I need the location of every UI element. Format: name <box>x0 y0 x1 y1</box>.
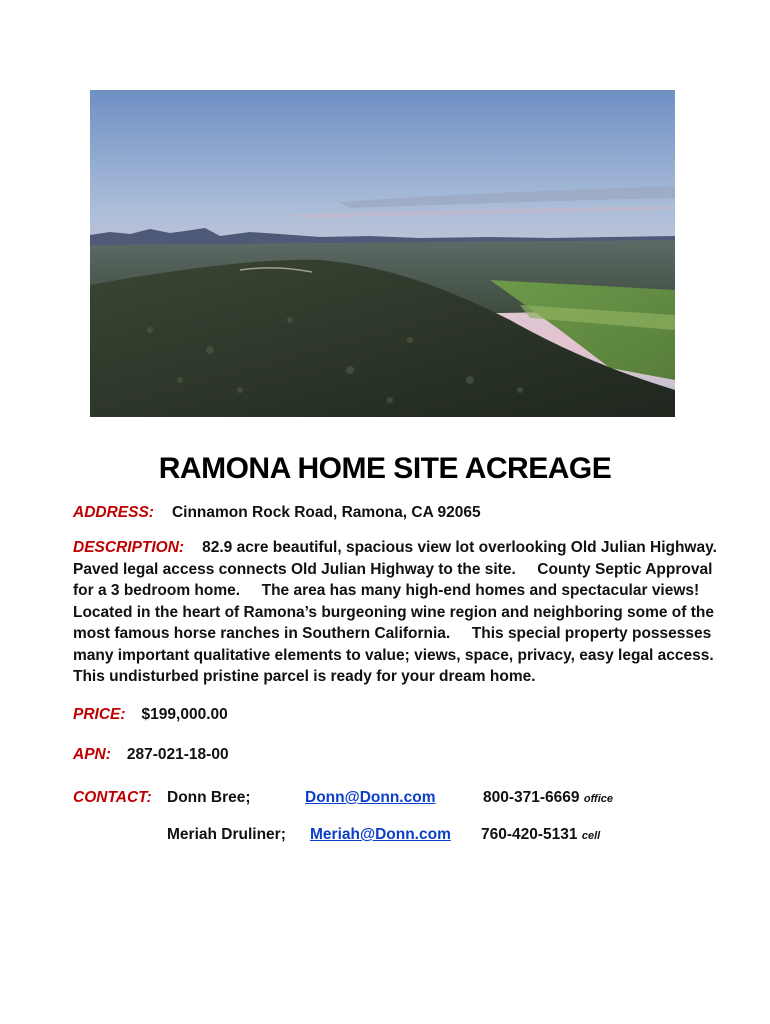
contact-name: Donn Bree; <box>167 789 251 806</box>
description-block <box>73 537 723 688</box>
contact-email <box>310 826 451 844</box>
address-value: Cinnamon Rock Road, Ramona, CA 92065 <box>171 504 481 521</box>
apn-label: APN: <box>73 746 111 763</box>
page-title: RAMONA HOME SITE ACREAGE <box>158 452 612 485</box>
contact-email-link[interactable]: Meriah@Donn.com <box>310 826 451 843</box>
description-label: DESCRIPTION: <box>73 539 185 556</box>
description-line: This undisturbed pristine parcel is ready for your dream home. <box>73 668 536 685</box>
contact-label: CONTACT: <box>73 789 152 806</box>
price-value: $199,000.00 <box>141 706 228 723</box>
contact-phone-number: 760-420-5131 <box>481 826 578 843</box>
price-row <box>73 706 228 724</box>
contact-phone-number: 800-371-6669 <box>483 789 580 806</box>
address-row <box>73 504 481 522</box>
price-label: PRICE: <box>73 706 126 723</box>
description-line: many important qualitative elements to value; views, space, privacy, easy legal access. <box>73 646 714 664</box>
apn-row <box>73 746 229 764</box>
contact-phone <box>481 826 600 844</box>
contact-phone <box>483 789 613 807</box>
description-line: most famous horse ranches in Southern California. This special property possesses <box>73 625 712 642</box>
contact-email <box>305 789 436 807</box>
apn-value: 287-021-18-00 <box>126 746 229 763</box>
address-label: ADDRESS: <box>73 504 154 521</box>
description-first-line <box>73 537 723 559</box>
description-line: Paved legal access connects Old Julian Highway to the site. County Septic Approval <box>73 560 713 578</box>
contact-name: Meriah Druliner; <box>167 826 286 843</box>
description-line: Located in the heart of Ramona’s burgeoning wine region and neighboring some of the <box>73 603 714 621</box>
description-line: for a 3 bedroom home. The area has many high-end homes and spectacular views! <box>73 582 700 599</box>
contact-label-row <box>73 789 152 807</box>
contact-phone-type: office <box>583 793 613 805</box>
contact-email-link[interactable]: Donn@Donn.com <box>305 789 436 806</box>
contact-phone-type: cell <box>581 830 601 842</box>
description-line: 82.9 acre beautiful, spacious view lot overlooking Old Julian Highway. <box>202 539 717 556</box>
property-photo <box>90 90 675 417</box>
